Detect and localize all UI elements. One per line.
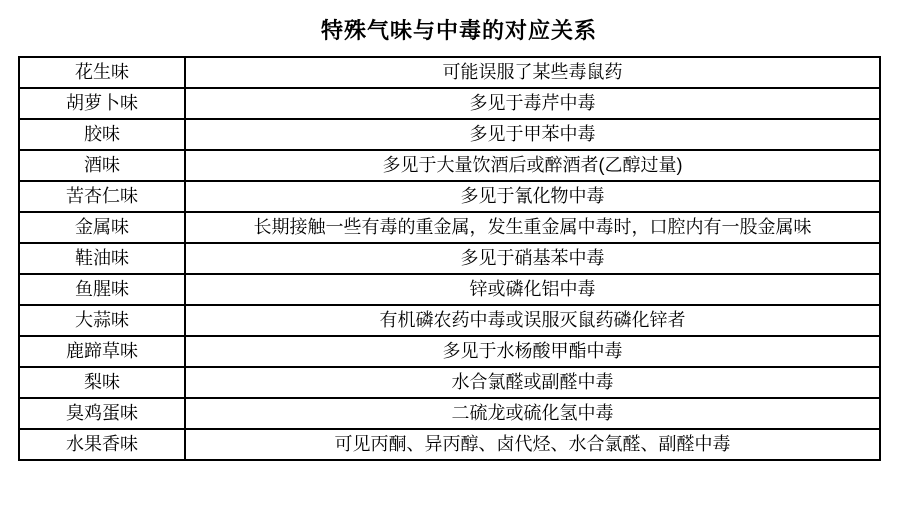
table-row: [19, 212, 880, 243]
poisoning-cell: 可能误服了某些毒鼠药: [185, 57, 880, 88]
table-row: [19, 305, 880, 336]
odor-cell: 臭鸡蛋味: [19, 398, 185, 429]
odor-cell: 金属味: [19, 212, 185, 243]
poisoning-cell: 长期接触一些有毒的重金属，发生重金属中毒时，口腔内有一股金属味: [185, 212, 880, 243]
odor-cell: 胡萝卜味: [19, 88, 185, 119]
odor-cell: 鞋油味: [19, 243, 185, 274]
table-row: [19, 336, 880, 367]
table-row: [19, 398, 880, 429]
table-row: [19, 243, 880, 274]
odor-cell: 鱼腥味: [19, 274, 185, 305]
table-row: [19, 181, 880, 212]
table-row: [19, 274, 880, 305]
odor-cell: 梨味: [19, 367, 185, 398]
poisoning-cell: 水合氯醛或副醛中毒: [185, 367, 880, 398]
odor-cell: 酒味: [19, 150, 185, 181]
poisoning-cell: 多见于氰化物中毒: [185, 181, 880, 212]
table-row: [19, 57, 880, 88]
odor-cell: 苦杏仁味: [19, 181, 185, 212]
odor-cell: 水果香味: [19, 429, 185, 460]
poisoning-cell: 多见于毒芹中毒: [185, 88, 880, 119]
table-row: [19, 119, 880, 150]
poisoning-cell: 可见丙酮、异丙醇、卤代烃、水合氯醛、副醛中毒: [185, 429, 880, 460]
table-row: [19, 429, 880, 460]
poisoning-cell: 锌或磷化铝中毒: [185, 274, 880, 305]
poisoning-cell: 多见于甲苯中毒: [185, 119, 880, 150]
poisoning-cell: 多见于水杨酸甲酯中毒: [185, 336, 880, 367]
odor-poisoning-table: [18, 56, 881, 461]
table-row: [19, 150, 880, 181]
poisoning-cell: 二硫龙或硫化氢中毒: [185, 398, 880, 429]
odor-cell: 花生味: [19, 57, 185, 88]
odor-cell: 鹿蹄草味: [19, 336, 185, 367]
poisoning-cell: 有机磷农药中毒或误服灭鼠药磷化锌者: [185, 305, 880, 336]
table-row: [19, 88, 880, 119]
odor-cell: 胶味: [19, 119, 185, 150]
table-row: [19, 367, 880, 398]
odor-cell: 大蒜味: [19, 305, 185, 336]
page-title: 特殊气味与中毒的对应关系: [320, 18, 597, 43]
poisoning-cell: 多见于硝基苯中毒: [185, 243, 880, 274]
poisoning-cell: 多见于大量饮酒后或醉酒者(乙醇过量): [185, 150, 880, 181]
